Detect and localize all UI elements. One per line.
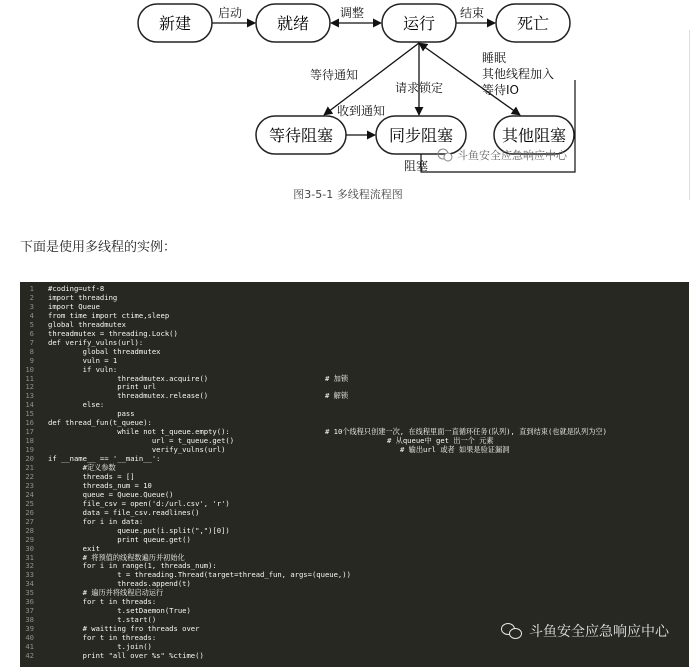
code-line bbox=[20, 437, 234, 445]
code-line bbox=[20, 446, 225, 454]
code-text: # waitting fro threads over bbox=[48, 624, 200, 634]
edge-label-start: 启动 bbox=[217, 6, 243, 20]
edge-label-request-lock: 请求锁定 bbox=[394, 81, 444, 95]
code-text: data = file_csv.readlines() bbox=[48, 507, 200, 517]
code-line bbox=[20, 580, 191, 588]
figure-watermark bbox=[438, 148, 568, 162]
code-text: threads_num = 10 bbox=[48, 480, 152, 490]
code-block bbox=[20, 282, 689, 667]
edge-label-sleep: 睡眠 bbox=[482, 51, 507, 65]
code-line bbox=[20, 410, 135, 418]
line-number: 15 bbox=[25, 409, 34, 419]
state-label-ready: 就绪 bbox=[276, 14, 310, 33]
code-line bbox=[20, 321, 126, 329]
line-number: 39 bbox=[25, 624, 34, 634]
edge-label-wait-io: 等待IO bbox=[482, 83, 519, 97]
code-text: print queue.get() bbox=[48, 534, 191, 544]
line-number: 7 bbox=[29, 337, 34, 347]
code-text: for i in range(1, threads_num): bbox=[48, 561, 217, 571]
edge-label-schedule: 调整 bbox=[339, 6, 365, 20]
code-text: pass bbox=[48, 409, 135, 419]
line-number: 38 bbox=[25, 615, 34, 625]
state-label-running: 运行 bbox=[402, 14, 436, 33]
state-node-ready bbox=[256, 4, 330, 42]
code-line bbox=[20, 419, 152, 427]
line-number: 26 bbox=[25, 507, 34, 517]
line-number: 34 bbox=[25, 579, 34, 589]
code-line bbox=[20, 303, 100, 311]
thread-state-diagram bbox=[0, 0, 696, 210]
code-line bbox=[20, 518, 143, 526]
code-text: import threading bbox=[48, 292, 118, 302]
edge-label-wait-notify: 等待通知 bbox=[309, 68, 359, 82]
code-comment: # 输出url 或者 如果是验证漏洞 bbox=[400, 445, 510, 455]
code-line bbox=[20, 464, 116, 472]
code-line bbox=[20, 375, 208, 383]
state-node-sync-blocked bbox=[376, 116, 466, 154]
code-line bbox=[20, 392, 208, 400]
code-text: file_csv = open('d:/url.csv', 'r') bbox=[48, 498, 230, 508]
code-line bbox=[20, 509, 199, 517]
code-line bbox=[20, 571, 351, 579]
line-number: 1 bbox=[29, 284, 34, 293]
code-line bbox=[20, 589, 163, 597]
figure-watermark-text: 斗鱼安全应急响应中心 bbox=[457, 149, 567, 162]
code-comment: # 10个线程只创建一次, 在线程里面一直循环任务(队列), 直到结束(也就是队列为空) bbox=[325, 427, 607, 437]
code-text: #定义参数 bbox=[48, 463, 116, 472]
line-number: 24 bbox=[25, 489, 34, 499]
line-number: 18 bbox=[25, 436, 34, 446]
code-line bbox=[20, 554, 185, 562]
line-number: 17 bbox=[25, 427, 34, 437]
code-text: vuln = 1 bbox=[48, 355, 118, 365]
code-watermark-text: 斗鱼安全应急响应中心 bbox=[529, 624, 669, 640]
edge-label-join-other: 其他线程加入 bbox=[482, 67, 555, 81]
code-text: for t in threads: bbox=[48, 597, 157, 607]
line-number: 33 bbox=[25, 570, 34, 580]
code-text: if __name__ == '__main__': bbox=[48, 454, 161, 464]
code-line bbox=[20, 527, 230, 535]
line-number: 11 bbox=[25, 373, 34, 383]
line-number: 28 bbox=[25, 525, 34, 535]
state-label-sync-blocked: 同步阻塞 bbox=[388, 126, 454, 145]
code-line bbox=[20, 366, 117, 374]
line-number: 22 bbox=[25, 471, 34, 481]
code-text: verify_vulns(url) bbox=[48, 445, 226, 455]
code-text: threadmutex = threading.Lock() bbox=[48, 328, 178, 338]
line-number: 9 bbox=[29, 355, 34, 365]
state-label-other-blocked: 其他阻塞 bbox=[501, 126, 567, 145]
code-text: threadmutex.release() bbox=[48, 391, 209, 401]
figure-caption: 图3-5-1 多线程流程图 bbox=[293, 188, 403, 201]
line-number: 5 bbox=[29, 319, 34, 329]
code-text: from time import ctime,sleep bbox=[48, 310, 170, 320]
code-line bbox=[20, 339, 143, 347]
code-line bbox=[20, 545, 100, 553]
code-text: t.join() bbox=[48, 642, 152, 651]
code-text: print "all over %s" %ctime() bbox=[48, 650, 204, 660]
page-divider bbox=[689, 30, 690, 200]
code-text: t.setDaemon(True) bbox=[48, 606, 191, 616]
line-number: 25 bbox=[25, 498, 34, 508]
line-number: 16 bbox=[25, 418, 34, 428]
code-text: threadmutex.acquire() bbox=[48, 373, 209, 383]
code-line bbox=[20, 357, 117, 365]
code-text: def verify_vulns(url): bbox=[48, 337, 144, 347]
state-label-wait-blocked: 等待阻塞 bbox=[268, 126, 334, 145]
code-line bbox=[20, 455, 161, 463]
code-text: while not t_queue.empty(): bbox=[48, 427, 230, 437]
code-line bbox=[20, 634, 156, 642]
code-text: global threadmutex bbox=[48, 346, 161, 356]
code-line bbox=[20, 616, 156, 624]
code-text: t = threading.Thread(target=thread_fun, args=(queue,)) bbox=[48, 570, 351, 580]
line-number: 41 bbox=[25, 642, 34, 651]
code-line bbox=[20, 625, 199, 633]
code-text: for t in threads: bbox=[48, 633, 157, 643]
code-comment: # 解锁 bbox=[325, 391, 349, 401]
edge-label-blocked: 阻塞 bbox=[403, 159, 429, 173]
state-node-dead bbox=[496, 4, 570, 42]
line-number: 32 bbox=[25, 561, 34, 571]
line-number: 13 bbox=[25, 391, 34, 401]
code-watermark bbox=[501, 621, 669, 641]
code-line bbox=[20, 294, 117, 302]
code-line bbox=[20, 285, 104, 293]
line-number: 30 bbox=[25, 543, 34, 553]
state-label-new: 新建 bbox=[158, 14, 192, 33]
code-text: def thread_fun(t_queue): bbox=[48, 418, 152, 428]
line-number: 2 bbox=[29, 292, 34, 302]
code-text: queue = Queue.Queue() bbox=[48, 489, 174, 499]
state-node-wait-blocked bbox=[256, 116, 346, 154]
code-line bbox=[20, 330, 178, 338]
code-line bbox=[20, 482, 152, 490]
line-number: 21 bbox=[25, 463, 34, 472]
code-line bbox=[20, 473, 135, 481]
code-text: if vuln: bbox=[48, 364, 118, 374]
line-number: 31 bbox=[25, 552, 34, 562]
code-line bbox=[20, 401, 104, 409]
code-text: else: bbox=[48, 400, 105, 410]
code-text: # 将预值的线程数遍历并初始化 bbox=[48, 552, 185, 562]
code-text: #coding=utf-8 bbox=[48, 284, 105, 293]
code-line bbox=[20, 536, 191, 544]
code-comment: # 加锁 bbox=[325, 373, 349, 383]
code-line bbox=[20, 491, 174, 499]
wechat-icon bbox=[501, 623, 523, 639]
edge-label-got-notify: 收到通知 bbox=[336, 104, 386, 118]
code-comment: # 从queue中 get 出一个 元素 bbox=[387, 436, 494, 446]
line-number: 36 bbox=[25, 597, 34, 607]
code-line bbox=[20, 312, 169, 320]
code-line bbox=[20, 500, 230, 508]
line-number: 42 bbox=[25, 650, 34, 660]
code-text: exit bbox=[48, 543, 100, 553]
code-text: # 遍历并将线程启动运行 bbox=[48, 588, 164, 598]
code-line bbox=[20, 562, 217, 570]
code-text: threads.append(t) bbox=[48, 579, 191, 589]
line-number: 37 bbox=[25, 606, 34, 616]
code-text: t.start() bbox=[48, 615, 157, 625]
line-number: 12 bbox=[25, 382, 34, 392]
state-node-new bbox=[138, 4, 212, 42]
code-line bbox=[20, 383, 156, 391]
code-text: queue.put(i.split(",")[0]) bbox=[48, 525, 230, 535]
line-number: 27 bbox=[25, 516, 34, 526]
code-line bbox=[20, 607, 191, 615]
code-line bbox=[20, 348, 161, 356]
code-text: for i in data: bbox=[48, 516, 144, 526]
line-number: 6 bbox=[29, 328, 34, 338]
code-line bbox=[20, 643, 152, 651]
line-number: 35 bbox=[25, 588, 34, 598]
line-number: 10 bbox=[25, 364, 34, 374]
code-line bbox=[20, 598, 156, 606]
line-number: 14 bbox=[25, 400, 34, 410]
line-number: 4 bbox=[29, 310, 34, 320]
line-number: 19 bbox=[25, 445, 34, 455]
code-text: import Queue bbox=[48, 301, 100, 311]
edge-label-end: 结束 bbox=[459, 6, 485, 20]
code-text: threads = [] bbox=[48, 471, 135, 481]
line-number: 20 bbox=[25, 454, 34, 464]
line-number: 29 bbox=[25, 534, 34, 544]
code-line bbox=[20, 428, 230, 436]
code-text: print url bbox=[48, 382, 157, 392]
code-line bbox=[20, 652, 204, 660]
code-text: global threadmutex bbox=[48, 319, 126, 329]
line-number: 23 bbox=[25, 480, 34, 490]
line-number: 3 bbox=[29, 301, 34, 311]
intro-text: 下面是使用多线程的实例： bbox=[20, 240, 177, 255]
line-number: 40 bbox=[25, 633, 34, 643]
state-node-running bbox=[382, 4, 456, 42]
line-number: 8 bbox=[29, 346, 34, 356]
code-text: url = t_queue.get() bbox=[48, 436, 235, 446]
state-label-dead: 死亡 bbox=[516, 14, 550, 33]
